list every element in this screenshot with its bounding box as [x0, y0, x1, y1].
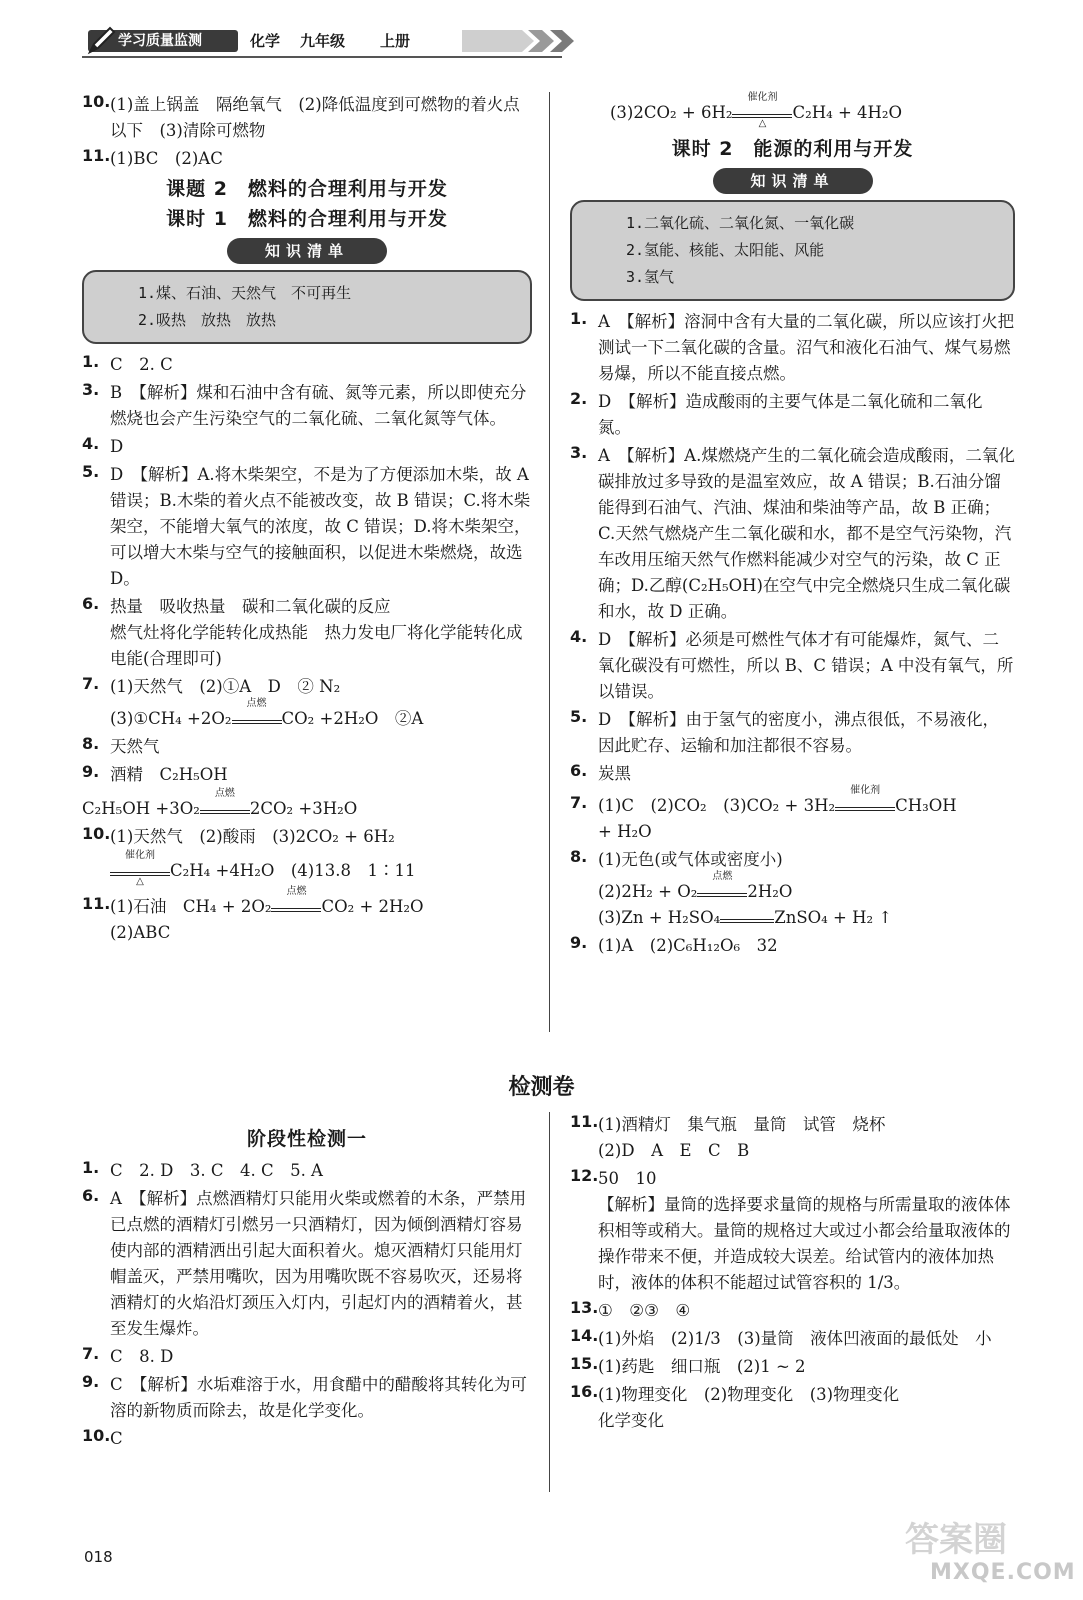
volume-label: 上册: [380, 32, 411, 50]
answer-text: 炭黑: [598, 764, 631, 783]
watermark-bottom: MXQE.COM: [930, 1560, 1076, 1585]
answer-text: D 【解析】由于氢气的密度小，沸点很低，不易液化，因此贮存、运输和加注都很不容易。: [598, 710, 999, 755]
answer-number: 3.: [82, 380, 100, 399]
answer-text: D: [110, 437, 124, 456]
answer-text: C 2. D 3. C 4. C 5. A: [110, 1161, 323, 1180]
exam-answer-7: [82, 1344, 532, 1370]
answer-text: 50 10: [598, 1169, 657, 1188]
stage-test-title: 阶段性检测一: [246, 1128, 367, 1150]
answer-number: 5.: [82, 462, 100, 481]
answer-text: C: [110, 1429, 123, 1448]
answer-number: 7.: [82, 674, 100, 693]
answer-number: 11.: [570, 1112, 599, 1131]
series-badge-text: 学习质量监测: [118, 33, 202, 49]
answer-text: D 【解析】必须是可燃性气体才有可能爆炸，氮气、二氧化碳没有可燃性，所以 B、C 错误；A 中没有氧气，所以错误。: [598, 630, 1014, 701]
answer-text: 酒精 C₂H₅OH: [110, 765, 228, 784]
answer-5: [570, 707, 1015, 759]
answer-7: [82, 674, 532, 732]
equation-products: 2H₂O: [747, 882, 793, 901]
answer-text: (1)无色(或气体或密度小): [598, 850, 783, 869]
pen-icon: [86, 26, 116, 56]
answer-number: 15.: [570, 1354, 599, 1373]
watermark-top: 答案圈: [905, 1520, 1007, 1560]
equation-reactants: (3)Zn + H₂SO₄: [598, 908, 721, 927]
exam-answer-14: [570, 1326, 1015, 1352]
answer-number: 1.: [570, 309, 588, 328]
reaction-arrow: [200, 788, 250, 814]
grade-label: 九年级: [300, 32, 346, 50]
reaction-heat: △: [136, 876, 144, 887]
right-column: [570, 92, 1015, 961]
answer-number: 7.: [570, 793, 588, 812]
reaction-condition: 催化剂: [125, 850, 155, 861]
reaction-arrow: [697, 871, 747, 897]
answer-4: [82, 434, 532, 460]
answer-number: 1.: [82, 352, 100, 371]
subject-label: 化学: [250, 32, 281, 50]
answer-5: [82, 462, 532, 592]
equation-line: [570, 92, 1015, 129]
answer-number: 12.: [570, 1166, 599, 1185]
answer-8: [570, 847, 1015, 931]
equation-line: [598, 785, 1015, 819]
equation-reactants: (1)石油 CH₄ + 2O₂: [110, 897, 272, 916]
knowledge-list-box: [82, 270, 532, 344]
answer-8: [82, 734, 532, 760]
exam-right-column: [570, 1112, 1015, 1436]
equation-reactants: (3)①CH₄ +2O₂: [110, 709, 232, 728]
answer-text: (1)BC (2)AC: [110, 149, 223, 168]
lesson-title: 课时 2 能源的利用与开发: [671, 138, 914, 160]
reaction-condition: 催化剂: [850, 785, 881, 796]
equation-products: 2CO₂ +3H₂O: [249, 799, 358, 818]
equation-line: [82, 788, 532, 822]
exam-answer-16: [570, 1382, 1015, 1434]
answer-text: (1)天然气 (2)①A D ② N₂: [110, 677, 341, 696]
answer-11: [82, 146, 532, 172]
answer-number: 11.: [82, 894, 111, 913]
knowledge-list-badge: 知识清单: [713, 168, 873, 194]
exam-answer-9: [82, 1372, 532, 1424]
answer-7: [570, 785, 1015, 845]
answer-text: C 8. D: [110, 1347, 174, 1366]
equation-reactants: C₂H₅OH +3O₂: [82, 799, 200, 818]
answer-number: 1.: [82, 1158, 100, 1177]
answer-text: C 【解析】水垢难溶于水，用食醋中的醋酸将其转化为可溶的新物质而除去，故是化学变化。: [110, 1375, 527, 1420]
answer-text: A 【解析】溶洞中含有大量的二氧化碳，所以应该打火把测试一下二氧化碳的含量。沼气和液化石油气、煤气易燃易爆，所以不能直接点燃。: [598, 312, 1015, 383]
answer-text: (1)酒精灯 集气瓶 量筒 试管 烧杯: [598, 1115, 886, 1134]
header-rule: [82, 56, 562, 58]
reaction-condition: 点燃: [286, 886, 307, 897]
answer-text: D 【解析】造成酸雨的主要气体是二氧化硫和二氧化氮。: [598, 392, 983, 437]
answer-number: 10.: [82, 824, 111, 843]
answer-text: 天然气: [110, 737, 160, 756]
reaction-arrow: [720, 910, 774, 923]
equation-products: CO₂ + 2H₂O: [321, 897, 424, 916]
answer-number: 14.: [570, 1326, 599, 1345]
answer-number: 13.: [570, 1298, 599, 1317]
answer-text: (2)ABC: [110, 923, 171, 942]
answer-3: [82, 380, 532, 432]
exam-answer-13: [570, 1298, 1015, 1324]
exam-section-title: 检测卷: [508, 1075, 575, 1100]
answer-text: (1)盖上锅盖 隔绝氧气 (2)降低温度到可燃物的着火点以下 (3)清除可燃物: [110, 95, 520, 140]
equation-products: CO₂ +2H₂O ②A: [281, 709, 424, 728]
knowledge-list-badge: 知识清单: [227, 238, 387, 264]
reaction-condition: 催化剂: [747, 92, 778, 103]
answer-number: 8.: [570, 847, 588, 866]
answer-number: 4.: [82, 434, 100, 453]
answer-number: 9.: [570, 933, 588, 952]
answer-1: [82, 352, 532, 378]
topic-title: 课题 2 燃料的合理利用与开发: [166, 178, 448, 200]
answer-text: (1)外焰 (2)1/3 (3)量筒 液体凹液面的最低处 小: [598, 1329, 992, 1348]
reaction-arrow: [232, 698, 282, 724]
answer-text: 化学变化: [598, 1411, 664, 1430]
equation-line: [110, 886, 532, 920]
equation-line: [110, 698, 532, 732]
answer-2: [570, 389, 1015, 441]
reaction-condition: 点燃: [712, 871, 733, 882]
answer-number: 8.: [82, 734, 100, 753]
reaction-arrow: [271, 886, 321, 912]
reaction-heat: △: [758, 118, 767, 129]
equation-products: CH₃OH: [895, 796, 957, 815]
answer-text: 【解析】量筒的选择要求量筒的规格与所需量取的液体体积相等或稍大。量筒的规格过大或过小都会给量取液体的操作带来不便，并造成较大误差。给试管内的液体加热时，液体的体积不能超过试管容积的 1/3。: [598, 1195, 1011, 1292]
answer-text: 燃气灶将化学能转化成热能 热力发电厂将化学能转化成电能(合理即可): [110, 623, 523, 668]
answer-number: 7.: [82, 1344, 100, 1363]
answer-9: [82, 762, 532, 822]
exam-answer-11: [570, 1112, 1015, 1164]
answer-number: 6.: [82, 594, 100, 613]
answer-number: 6.: [82, 1186, 100, 1205]
answer-9: [570, 933, 1015, 959]
page-number: 018: [84, 1548, 113, 1566]
knowledge-item: 1.煤、石油、天然气 不可再生: [138, 284, 352, 302]
answer-text: ① ②③ ④: [598, 1301, 691, 1320]
reaction-arrow: [835, 785, 895, 811]
equation-products: ZnSO₄ + H₂ ↑: [774, 908, 893, 927]
answer-text: D 【解析】A.将木柴架空，不是为了方便添加木柴，故 A 错误；B.木柴的着火点不能被改变，故 B 错误；C.将木柴架空，不能增大氧气的浓度，故 C 错误；D.将木柴架空，可以增大木柴与空气的接触面积，以促进木柴燃烧，故选 D。: [110, 465, 531, 588]
exam-answer-1: [82, 1158, 532, 1184]
answer-text: C 2. C: [110, 355, 173, 374]
knowledge-item: 3.氢气: [626, 268, 675, 286]
exam-answer-12: [570, 1166, 1015, 1296]
equation-products: C₂H₄ + 4H₂O: [792, 103, 903, 122]
answer-text: (1)物理变化 (2)物理变化 (3)物理变化: [598, 1385, 900, 1404]
answer-number: 10.: [82, 1426, 111, 1445]
answer-number: 3.: [570, 443, 588, 462]
left-column: [82, 92, 532, 948]
answer-number: 5.: [570, 707, 588, 726]
answer-text: 热量 吸收热量 碳和二氧化碳的反应: [110, 597, 391, 616]
answer-text: (1)药匙 细口瓶 (2)1 ~ 2: [598, 1357, 806, 1376]
equation-reactants: (2)2H₂ + O₂: [598, 882, 698, 901]
answer-number: 10.: [82, 92, 111, 111]
equation-reactants: (1)C (2)CO₂ (3)CO₂ + 3H₂: [598, 796, 836, 815]
answer-number: 9.: [82, 762, 100, 781]
exam-answer-6: [82, 1186, 532, 1342]
answer-number: 16.: [570, 1382, 599, 1401]
equation-products: C₂H₄ +4H₂O (4)13.8 1∶11: [170, 861, 416, 880]
equation-line: [598, 905, 1015, 931]
answer-number: 2.: [570, 389, 588, 408]
lesson-title: 课时 1 燃料的合理利用与开发: [166, 208, 448, 230]
answer-6: [82, 594, 532, 672]
exam-answer-15: [570, 1354, 1015, 1380]
answer-text: A 【解析】点燃酒精灯只能用火柴或燃着的木条，严禁用已点燃的酒精灯引燃另一只酒精灯，因为倾倒酒精灯容易使内部的酒精洒出引起大面积着火。熄灭酒精灯只能用灯帽盖灭，严禁用嘴吹，因为用嘴吹既不容易吹灭，还易将酒精灯的火焰沿灯颈压入灯内，引起灯内的酒精着火，甚至发生爆炸。: [110, 1189, 527, 1338]
column-divider: [549, 92, 550, 1032]
answer-10b: [82, 824, 532, 887]
answer-4: [570, 627, 1015, 705]
reaction-condition: 点燃: [246, 698, 267, 709]
answer-6: [570, 761, 1015, 787]
exam-answer-10: [82, 1426, 532, 1452]
reaction-condition: 点燃: [214, 788, 235, 799]
knowledge-list-box: [570, 200, 1015, 301]
answer-1: [570, 309, 1015, 387]
answer-10: [82, 92, 532, 144]
reaction-arrow: [110, 850, 170, 887]
column-divider-lower: [549, 1112, 550, 1492]
answer-number: 6.: [570, 761, 588, 780]
answer-3: [570, 443, 1015, 625]
chevron-decoration-icon: [462, 26, 582, 56]
answer-text: B 【解析】煤和石油中含有硫、氮等元素，所以即使充分燃烧也会产生污染空气的二氧化硫、二氧化氮等气体。: [110, 383, 527, 428]
answer-text: (2)D A E C B: [598, 1141, 750, 1160]
answer-text: (1)天然气 (2)酸雨 (3)2CO₂ + 6H₂: [110, 827, 395, 846]
knowledge-item: 2.吸热 放热 放热: [138, 311, 277, 329]
answer-text: (1)A (2)C₆H₁₂O₆ 32: [598, 936, 778, 955]
equation-line: [598, 871, 1015, 905]
exam-left-column: [82, 1124, 532, 1454]
equation-reactants: (3)2CO₂ + 6H₂: [610, 103, 733, 122]
answer-number: 11.: [82, 146, 111, 165]
answer-text: A 【解析】A.煤燃烧产生的二氧化硫会造成酸雨，二氧化碳排放过多导致的是温室效应，故 A 错误；B.石油分馏能得到石油气、汽油、煤油和柴油等产品，故 B 正确；C.天然气燃烧产生二氧化碳和水，都不是空气污染物，汽车改用压缩天然气作燃料能减少对空气的污染，故 C 正确；D.乙醇(C₂H₅OH)在空气中完全燃烧只生成二氧化碳和水，故 D 正确。: [598, 446, 1015, 621]
knowledge-item: 1.二氧化硫、二氧化氮、一氧化碳: [626, 214, 855, 232]
answer-11b: [82, 886, 532, 946]
equation-line: [110, 850, 532, 887]
answer-number: 4.: [570, 627, 588, 646]
reaction-arrow: [732, 92, 792, 129]
answer-number: 9.: [82, 1372, 100, 1391]
answer-text: + H₂O: [598, 822, 652, 841]
page-header: [82, 26, 542, 56]
knowledge-item: 2.氢能、核能、太阳能、风能: [626, 241, 825, 259]
